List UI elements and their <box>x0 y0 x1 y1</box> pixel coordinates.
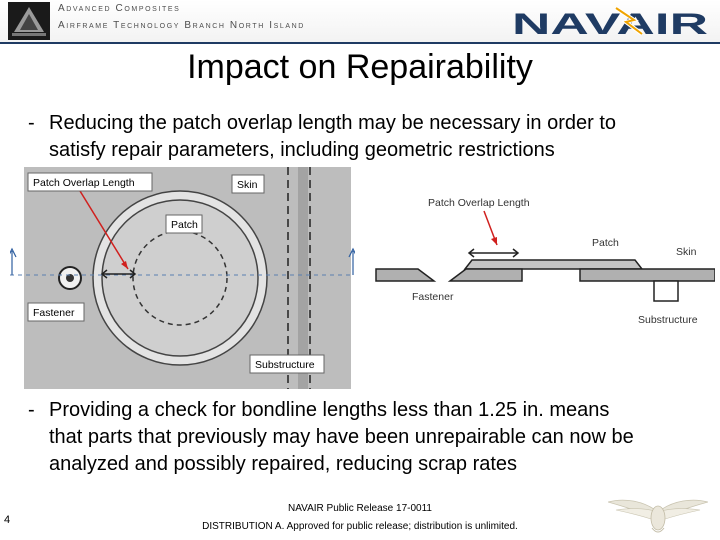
repair-top-view-diagram <box>10 167 355 389</box>
bullet-2-line-2: that parts that previously may have been unrepairable can now be <box>49 426 634 448</box>
navair-logo <box>512 6 712 38</box>
repair-cross-section-diagram <box>370 185 715 330</box>
label-fastener: Fastener <box>412 291 454 303</box>
bullet-1-dash: - <box>28 112 35 134</box>
slide-number: 4 <box>4 514 11 526</box>
label-skin: Skin <box>237 179 258 191</box>
bullet-2-dash: - <box>28 399 35 421</box>
slide-header <box>0 0 720 44</box>
bullet-1-line-1: Reducing the patch overlap length may be necessary in order to <box>49 112 617 134</box>
label-patch-overlap-length: Patch Overlap Length <box>428 197 530 209</box>
header-rule <box>0 42 720 44</box>
label-patch: Patch <box>171 219 198 231</box>
bullet-1-line-2: satisfy repair parameters, including geometric restrictions <box>49 139 555 161</box>
slide-title: Impact on Repairability <box>187 48 533 86</box>
bullet-1-text <box>49 110 616 164</box>
org-line-1: Advanced Composites <box>58 3 181 14</box>
navair-logo-text: NAVAIR <box>512 8 709 38</box>
label-substructure: Substructure <box>255 359 315 371</box>
bullet-2-line-3: analyzed and possibly repaired, reducing scrap rates <box>49 453 518 475</box>
bullet-2-line-1: Providing a check for bondline lengths less than 1.25 in. means <box>49 399 610 421</box>
label-patch-overlap-length: Patch Overlap Length <box>33 177 135 189</box>
org-line-2: Airframe Technology Branch North Island <box>58 20 305 31</box>
label-patch: Patch <box>592 237 619 249</box>
footer-distribution: DISTRIBUTION A. Approved for public release; distribution is unlimited. <box>202 521 518 532</box>
naval-aviator-wings-icon <box>608 492 708 537</box>
label-skin: Skin <box>676 246 697 258</box>
branch-emblem-icon <box>8 2 50 40</box>
bullet-2-text <box>49 397 634 478</box>
footer-release: NAVAIR Public Release 17-0011 <box>288 503 432 514</box>
label-fastener: Fastener <box>33 307 75 319</box>
label-substructure: Substructure <box>638 314 698 326</box>
